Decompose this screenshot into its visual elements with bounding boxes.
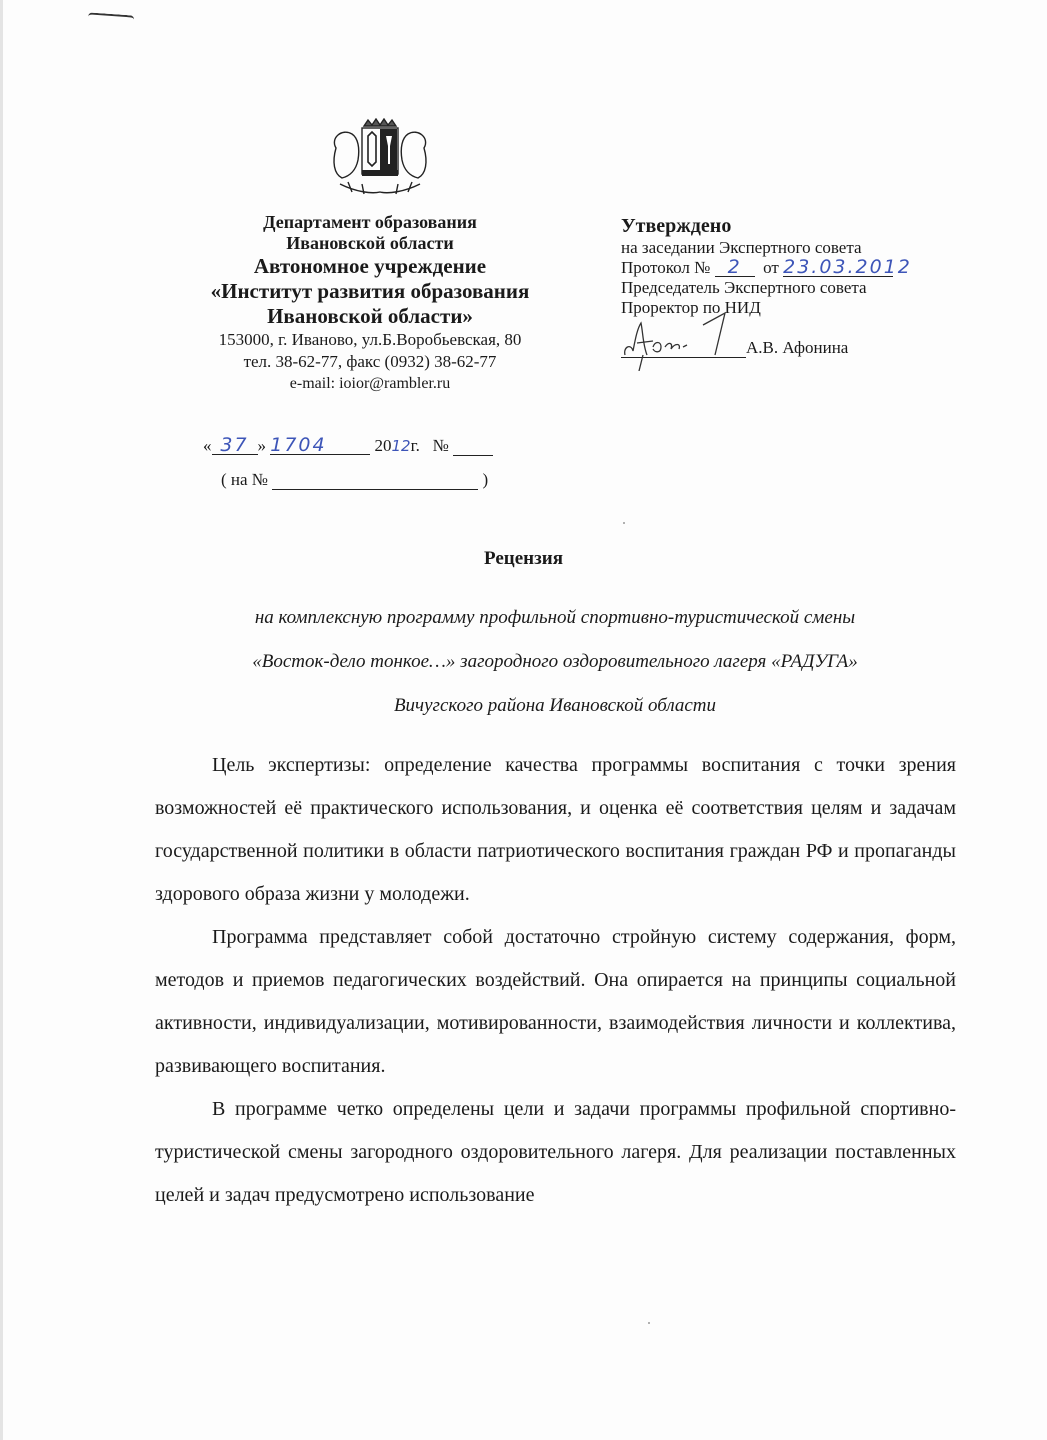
approval-chairman-line: Председатель Экспертного совета bbox=[621, 278, 867, 297]
institution-address: 153000, г. Иваново, ул.Б.Воробьевская, 80 bbox=[218, 330, 522, 349]
number-label: № bbox=[432, 436, 449, 455]
paragraph-goals-tasks: В программе четко определены цели и задачи программы профильной спортивно-туристической смены загородного оздоровительного лагеря. Для реализации поставленных целей и задач предусмотрено использование bbox=[155, 1098, 956, 1206]
document-body bbox=[155, 744, 956, 1217]
approval-council-line: на заседании Экспертного совета bbox=[621, 238, 862, 257]
subtitle-line-2: «Восток-дело тонкое…» загородного оздоровительного лагеря «РАДУГА» bbox=[252, 651, 858, 672]
reference-prefix: ( на № bbox=[221, 470, 269, 489]
handwritten-month: 1704 bbox=[270, 436, 370, 455]
year-prefix: 20 bbox=[374, 436, 392, 455]
subtitle-line-1: на комплексную программу профильной спортивно-туристической смены bbox=[254, 607, 856, 628]
letterhead bbox=[170, 212, 570, 394]
paragraph-program-system: Программа представляет собой достаточно стройную систему содержания, форм, методов и приемов педагогических воздействий. Она опирается на принципы социальной активности, индивидуализации, мотивированности, взаимодействия личности и коллектива, развивающего воспитания. bbox=[155, 926, 956, 1077]
signatory-name: А.В. Афонина bbox=[746, 338, 849, 357]
approval-block bbox=[621, 214, 1001, 358]
scan-edge bbox=[0, 0, 3, 1440]
reference-line bbox=[221, 470, 488, 490]
signature-blank bbox=[621, 339, 746, 358]
reference-number-blank bbox=[272, 471, 478, 490]
approval-signature-line bbox=[621, 338, 1001, 358]
institution-phone-fax: тел. 38-62-77, факс (0932) 38-62-77 bbox=[243, 352, 497, 371]
handwritten-day: 37 bbox=[212, 436, 258, 455]
protocol-date-label: от bbox=[763, 258, 779, 277]
outgoing-date-line bbox=[203, 436, 493, 456]
approval-title: Утверждено bbox=[621, 215, 732, 237]
protocol-label: Протокол № bbox=[621, 258, 711, 277]
subtitle-line-3: Вичугского района Ивановской области bbox=[393, 695, 717, 716]
institution-name-line1: «Институт развития образования bbox=[210, 279, 530, 303]
quote-close: » bbox=[257, 436, 266, 455]
staple-mark bbox=[88, 12, 135, 25]
handwritten-protocol-number: 2 bbox=[715, 258, 755, 277]
institution-name-line2: Ивановской области» bbox=[267, 304, 473, 328]
approval-position-line: Проректор по НИД bbox=[621, 298, 761, 317]
year-suffix: г. bbox=[410, 436, 420, 455]
quote-open: « bbox=[203, 436, 212, 455]
department-name-line2: Ивановской области bbox=[286, 233, 454, 253]
approval-protocol-line bbox=[621, 258, 1001, 278]
outgoing-number-blank bbox=[453, 437, 493, 456]
reference-suffix: ) bbox=[482, 470, 489, 489]
document-subtitle bbox=[140, 596, 970, 728]
institution-email: e-mail: ioior@rambler.ru bbox=[289, 375, 451, 392]
handwritten-signature bbox=[621, 311, 771, 371]
institution-type: Автономное учреждение bbox=[253, 254, 487, 278]
department-name-line1: Департамент образования bbox=[263, 212, 477, 232]
scan-speck bbox=[623, 522, 625, 524]
handwritten-year: 12 bbox=[391, 437, 411, 455]
scan-speck bbox=[648, 1322, 650, 1324]
document-title: Рецензия bbox=[484, 548, 563, 569]
paragraph-expertise-goal: Цель экспертизы: определение качества программы воспитания с точки зрения возможностей её практического использования, и оценка её соответствия целям и задачам государственной политики в области патриотического воспитания граждан РФ и пропаганды здорового образа жизни у молодежи. bbox=[155, 754, 956, 905]
coat-of-arms-emblem bbox=[322, 118, 438, 198]
handwritten-protocol-date: 23.03.2012 bbox=[783, 256, 912, 278]
